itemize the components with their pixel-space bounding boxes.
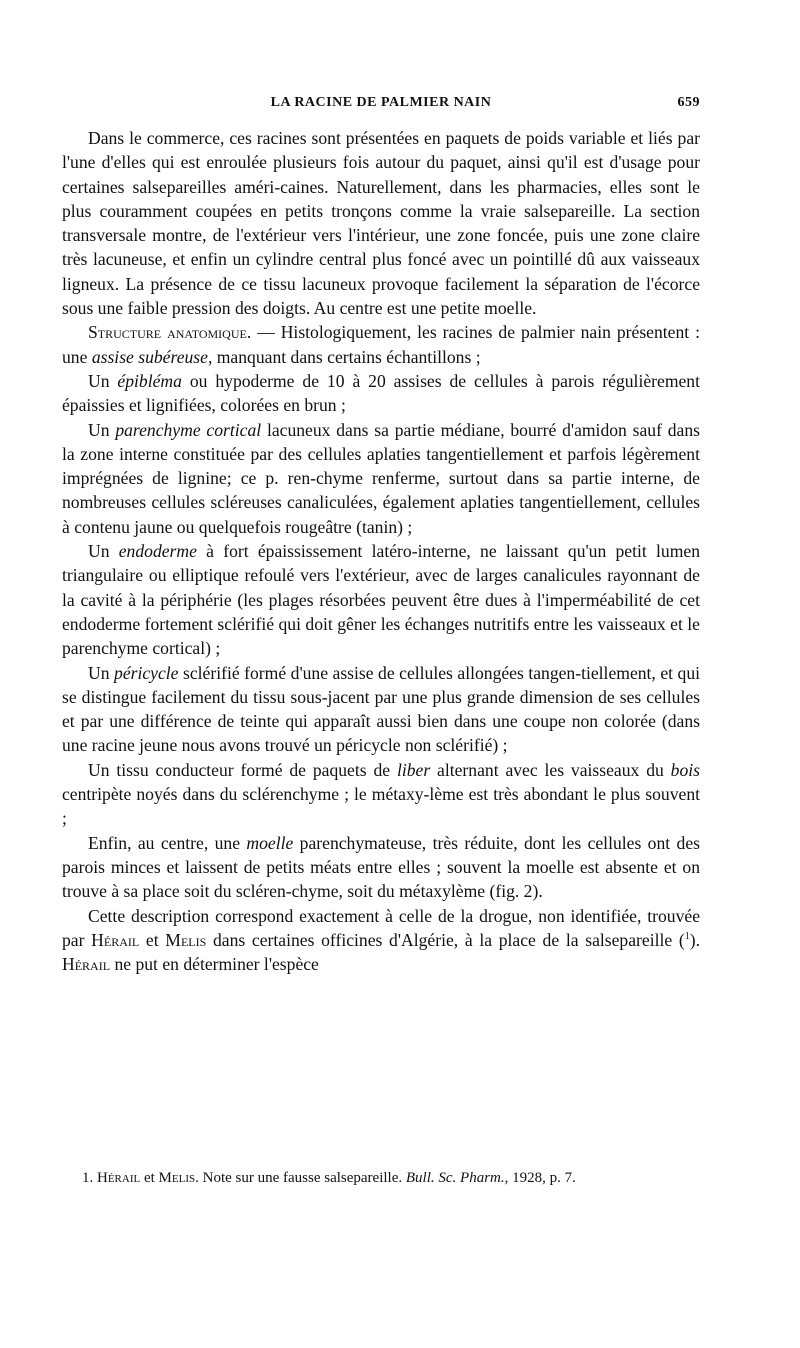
author-melis: Melis bbox=[165, 929, 207, 950]
paragraph-4-text-b: lacuneux dans sa partie médiane, bourré d'amidon sauf dans la zone interne constituée par des cellules aplaties tangentiellement et parfois légèrement imprégnées de lignine; ce p. ren-chyme renferme, surtout dans sa partie interne, de nombreuses cellules scléreuses canaliculées, également aplaties tangentiellement, cellules à contenu jaune ou quelquefois rougeâtre (tanin) ; bbox=[62, 419, 700, 537]
paragraph-1 bbox=[62, 126, 700, 320]
paragraph-8 bbox=[62, 831, 700, 904]
paragraph-9-text-e: ne put en déterminer l'espèce bbox=[110, 954, 319, 975]
paragraph-7-text-b: alternant avec les vaisseaux du bbox=[430, 759, 671, 780]
paragraph-8-text-a: Enfin, au centre, une bbox=[88, 832, 247, 853]
body-text bbox=[62, 126, 700, 976]
term-epiblema: épibléma bbox=[117, 370, 182, 391]
paragraph-6-text-b: sclérifié formé d'une assise de cellules allongées tangen-tiellement, et qui se distingue facilement du tissu sous-jacent par une plus grande dimension de ses cellules et par une différence de teinte qui apparaît aussi bien dans une coupe non colorée (dans une racine jeune nous avons trouvé un péricycle non sclérifié) ; bbox=[62, 662, 701, 756]
term-assise-subereuse: assise subéreuse bbox=[91, 346, 208, 367]
section-heading: Structure anatomique. bbox=[88, 322, 252, 343]
paragraph-5 bbox=[62, 539, 700, 660]
paragraph-3 bbox=[62, 369, 700, 418]
paragraph-9-text-c: dans certaines officines d'Algérie, à la place de la salsepareille ( bbox=[206, 929, 685, 950]
paragraph-6 bbox=[62, 661, 700, 758]
paragraph-2-text-a: — Histologiquement, les racines de palmier nain présentent : une bbox=[62, 322, 700, 367]
paragraph-4-text-a: Un bbox=[88, 419, 116, 440]
paragraph-1-text: Dans le commerce, ces racines sont présentées en paquets de poids variable et liés par l'une d'elles qui est enroulée plusieurs fois autour du paquet, ainsi qu'il est d'usage pour certaines salsepareilles améri-caines. Naturellement, dans les pharmacies, elles sont le plus couramment coupées en petits tronçons comme la vraie salsepareille. La section transversale montre, de l'extérieur vers l'intérieur, une zone foncée, puis une zone claire très lacuneuse, et enfin un cylindre central plus foncé avec un pointillé dû aux vaisseaux ligneux. La présence de ce tissu lacuneux provoque facilement la séparation de l'écorce sous une faible pression des doigts. Au centre est une petite moelle. bbox=[62, 128, 700, 319]
paragraph-6-text-a: Un bbox=[88, 662, 115, 683]
paragraph-9-text-d: ). bbox=[689, 929, 700, 950]
running-header bbox=[62, 95, 700, 117]
paragraph-3-text-b: ou hypoderme de 10 à 20 assises de cellules à parois régulièrement épaissies et lignifiées, colorées en brun ; bbox=[62, 370, 700, 416]
paragraph-4 bbox=[62, 418, 700, 539]
footnote-title: . Note sur une fausse salsepareille. bbox=[195, 1170, 406, 1186]
footnote-number: 1. bbox=[82, 1170, 94, 1186]
paragraph-7-text-c: centripète noyés dans du sclérenchyme ; le métaxy-lème est très abondant le plus souvent ; bbox=[62, 784, 700, 829]
page-number: 659 bbox=[677, 95, 700, 110]
term-liber: liber bbox=[396, 759, 431, 780]
paragraph-2 bbox=[62, 320, 700, 369]
footnote-journal: Bull. Sc. Pharm. bbox=[405, 1170, 505, 1186]
footnote-author-melis: Melis bbox=[158, 1170, 196, 1186]
paragraph-5-text-b: à fort épaississement latéro-interne, ne laissant qu'un petit lumen triangulaire ou elliptique refoulé vers l'extérieur, avec de larges canalicules rayonnant de la cavité à la périphérie (les plages résorbées peuvent être dues à l'imperméabilité de cet endoderme fortement sclérifié qui doit gêner les échanges nutritifs entre les vaisseaux et le parenchyme cortical) ; bbox=[62, 541, 701, 659]
paragraph-5-text-a: Un bbox=[88, 541, 119, 562]
term-pericycle: péricycle bbox=[114, 662, 179, 683]
paragraph-9-text-b: et bbox=[139, 929, 166, 950]
footnote-author-herail: Hérail bbox=[97, 1170, 141, 1186]
term-endoderme: endoderme bbox=[118, 541, 197, 562]
paragraph-7-text-a: Un tissu conducteur formé de paquets de bbox=[88, 759, 397, 780]
author-herail-2: Hérail bbox=[62, 954, 111, 975]
footnote bbox=[62, 1168, 700, 1188]
footnote-author-sep: et bbox=[140, 1170, 159, 1186]
running-title: LA RACINE DE PALMIER NAIN bbox=[270, 95, 492, 110]
paragraph-8-text-b: parenchymateuse, très réduite, dont les cellules ont des parois minces et laissent de petits méats entre elles ; souvent la moelle est absente et on trouve à sa place soit du scléren-chyme, soit du métaxylème (fig. 2). bbox=[62, 832, 700, 902]
footnote-ref: 1 bbox=[684, 930, 690, 942]
paragraph-9-text-a: Cette description correspond exactement à celle de la drogue, non identifiée, trouvée par bbox=[62, 905, 700, 950]
term-parenchyme-cortical: parenchyme cortical bbox=[115, 419, 262, 440]
paragraph-7 bbox=[62, 758, 700, 831]
term-moelle: moelle bbox=[246, 832, 294, 853]
paragraph-9 bbox=[62, 904, 700, 977]
paragraph-2-text-b: , manquant dans certains échantillons ; bbox=[207, 346, 481, 367]
paragraph-3-text-a: Un bbox=[88, 370, 118, 391]
footnote-ref-detail: , 1928, p. 7. bbox=[504, 1170, 576, 1186]
term-bois: bois bbox=[670, 759, 700, 780]
author-herail: Hérail bbox=[91, 929, 140, 950]
